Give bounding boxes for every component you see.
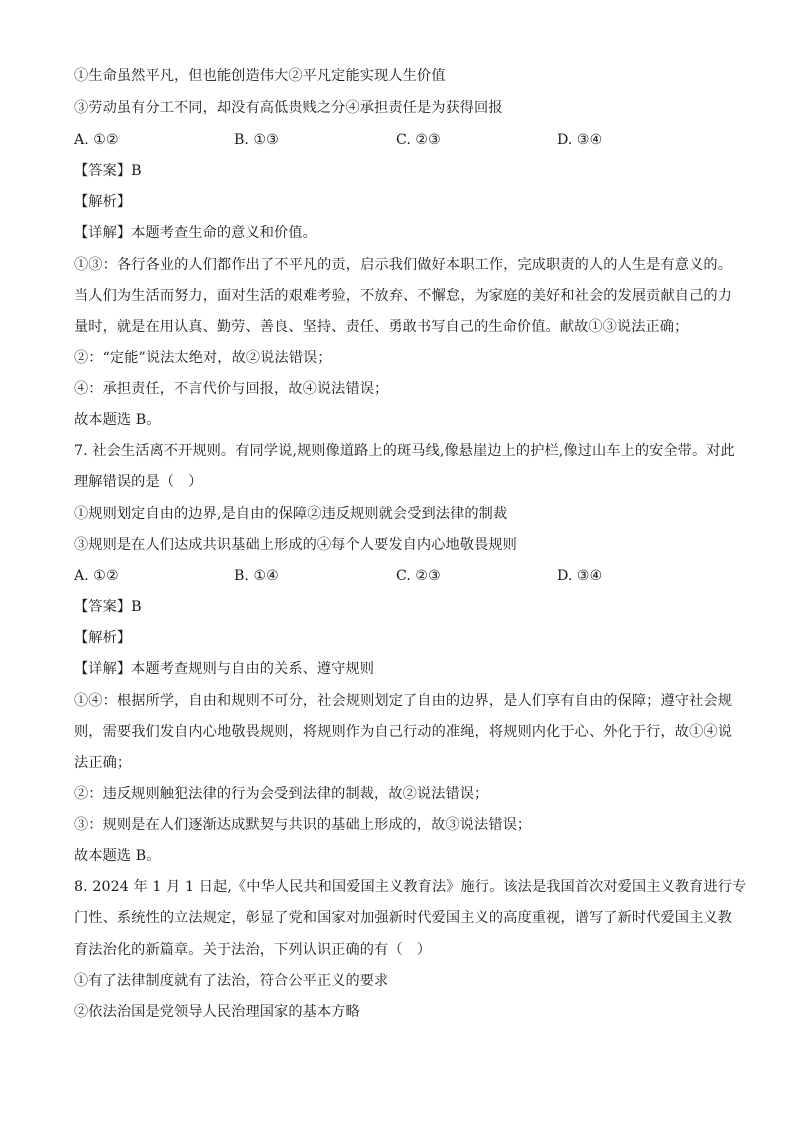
q6-option-d: D. ③④: [557, 132, 603, 148]
q7-stem-line-1: 7. 社会生活离不开规则。有同学说,规则像道路上的斑马线,像悬崖边上的护栏,像过山车上的安全带。对此: [74, 443, 735, 459]
q7-statement-3-4: ③规则是在人们达成共识基础上形成的④每个人要发自内心地敬畏规则: [74, 537, 517, 553]
q6-explanation-line-1: ①③：各行各业的人们都作出了不平凡的贡，启示我们做好本职工作，完成职责的人的人生是有意义的。: [74, 257, 732, 273]
q6-detail: 【详解】本题考查生命的意义和价值。: [74, 225, 317, 241]
q6-option-b: B. ①③: [234, 132, 279, 148]
q8-statement-1: ①有了法律制度就有了法治，符合公平正义的要求: [74, 973, 389, 989]
q7-conclusion: 故本题选 B。: [74, 848, 161, 864]
q7-option-a: A. ①②: [74, 568, 119, 584]
q7-explanation-line-2: 则，需要我们发自内心地敬畏规则，将规则作为自己行动的准绳，将规则内化于心、外化于行，故①④说: [74, 724, 732, 740]
q6-explanation-line-2: 当人们为生活而努力，面对生活的艰难考验，不放弃、不懈怠，为家庭的美好和社会的发展贡献自己的力: [74, 288, 732, 304]
q7-stem-line-2: 理解错误的是（ ）: [74, 474, 203, 490]
q6-explanation-2: ②：“定能”说法太绝对，故②说法错误；: [74, 350, 332, 366]
q7-option-c: C. ②③: [396, 568, 441, 584]
q7-analysis-heading: 【解析】: [74, 630, 132, 646]
q7-explanation-3: ③：规则是在人们逐渐达成默契与共识的基础上形成的，故③说法错误；: [74, 817, 532, 833]
q7-explanation-2: ②：违反规则触犯法律的行为会受到法律的制裁，故②说法错误；: [74, 786, 489, 802]
q6-explanation-line-3: 量时，就是在用认真、勤劳、善良、坚持、责任、勇敢书写自己的生命价值。献故①③说法正确；: [74, 319, 689, 335]
q6-statement-1-2: ①生命虽然平凡，但也能创造伟大②平凡定能实现人生价值: [74, 68, 446, 84]
q6-answer: 【答案】B: [74, 163, 142, 179]
q8-statement-2: ②依法治国是党领导人民治理国家的基本方略: [74, 1004, 360, 1020]
q6-explanation-3: ④：承担责任，不言代价与回报，故④说法错误；: [74, 381, 389, 397]
q7-option-d: D. ③④: [557, 568, 603, 584]
q7-explanation-line-1: ①④：根据所学，自由和规则不可分，社会规则划定了自由的边界，是人们享有自由的保障；遵守社会规: [74, 693, 732, 709]
q6-option-a: A. ①②: [74, 132, 119, 148]
q7-answer: 【答案】B: [74, 599, 142, 615]
q6-option-c: C. ②③: [396, 132, 441, 148]
q7-detail: 【详解】本题考查规则与自由的关系、遵守规则: [74, 661, 375, 677]
q7-explanation-line-3: 法正确；: [74, 755, 132, 771]
q6-conclusion: 故本题选 B。: [74, 412, 161, 428]
q7-option-b: B. ①④: [234, 568, 279, 584]
q8-stem-line-2: 门性、系统性的立法规定，彰显了党和国家对加强新时代爱国主义的高度重视，谱写了新时代爱国主义教: [74, 910, 732, 926]
q6-analysis-heading: 【解析】: [74, 194, 132, 210]
q8-stem-line-1: 8. 2024 年 1 月 1 日起,《中华人民共和国爱国主义教育法》施行。该法是我国首次对爱国主义教育进行专: [74, 879, 747, 895]
q7-statement-1-2: ①规则划定自由的边界,是自由的保障②违反规则就会受到法律的制裁: [74, 506, 508, 522]
q6-statement-3-4: ③劳动虽有分工不同，却没有高低贵贱之分④承担责任是为获得回报: [74, 100, 503, 116]
q8-stem-line-3: 育法治化的新篇章。关于法治，下列认识正确的有（ ）: [74, 942, 432, 958]
